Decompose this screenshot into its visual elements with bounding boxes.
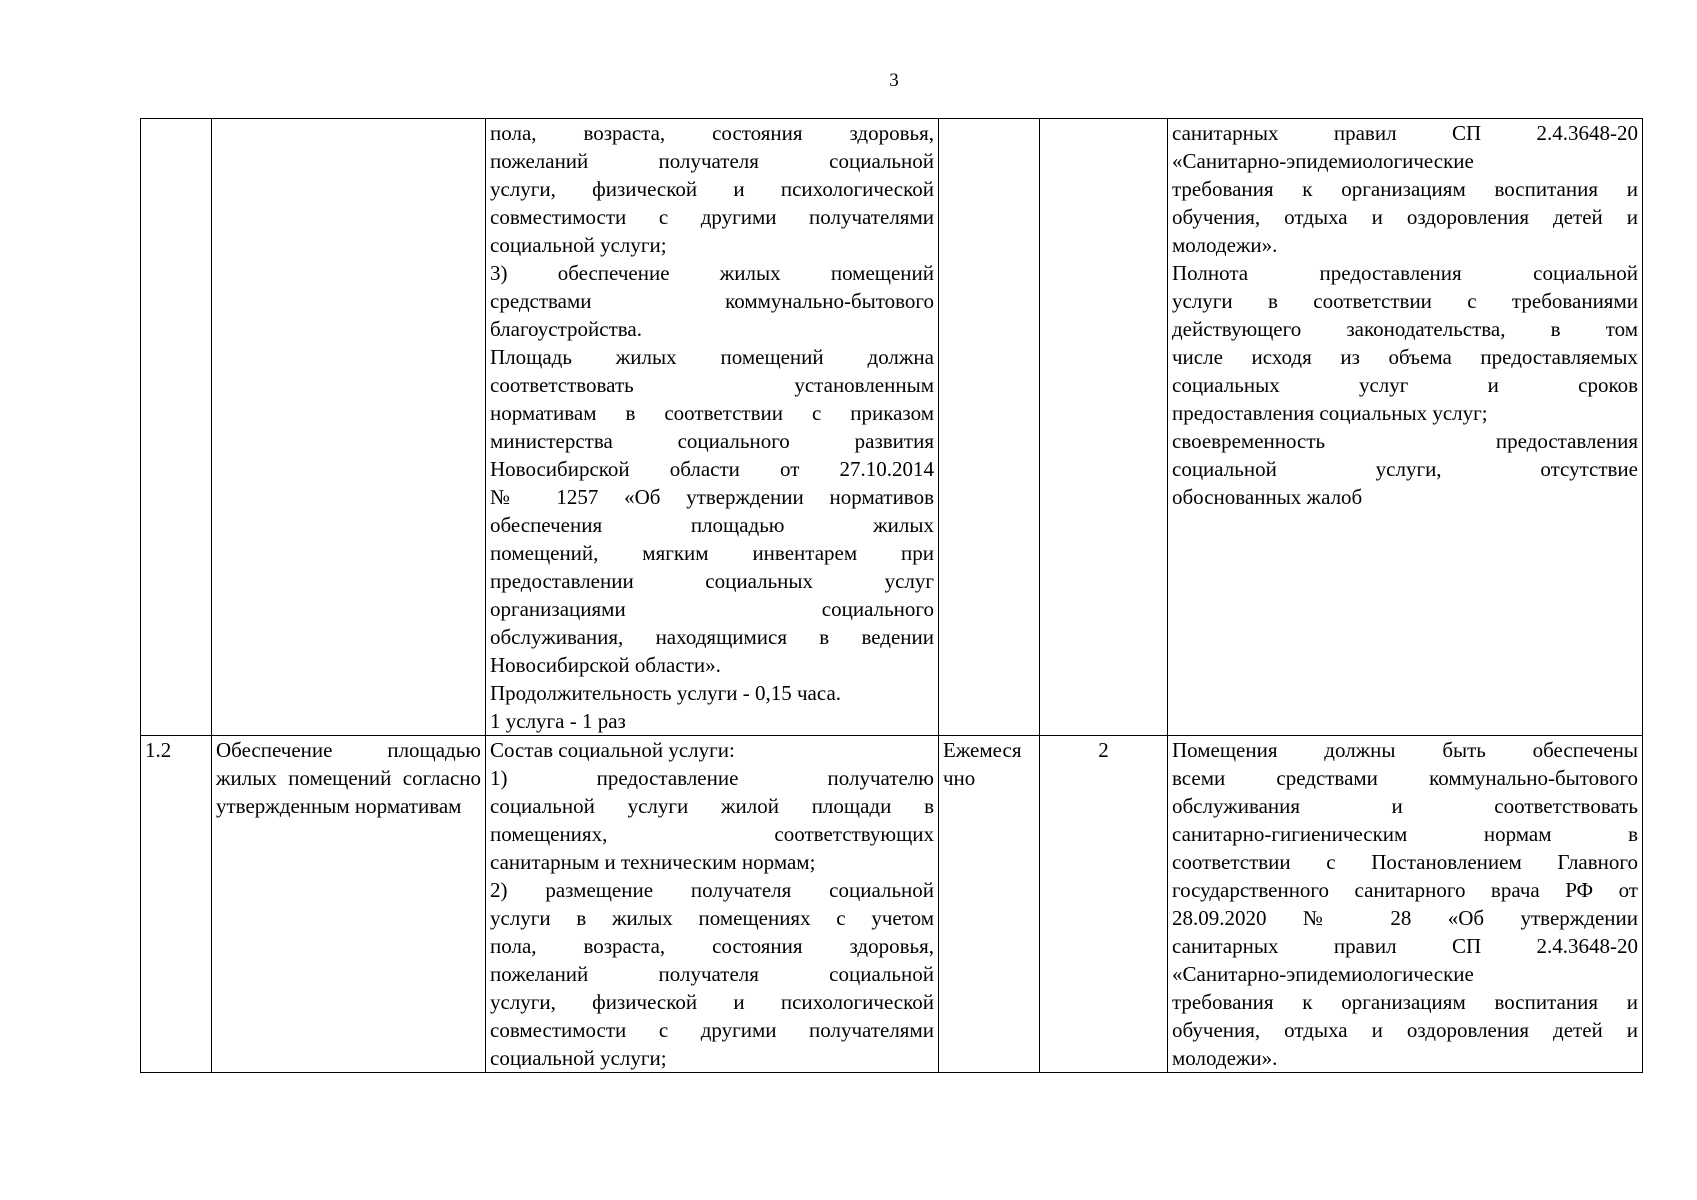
- text-line: услуги в жилых помещениях с учетом: [490, 906, 934, 930]
- text-line: пожеланий получателя социальной: [490, 149, 934, 173]
- text-line: Помещения должны быть обеспечены: [1172, 738, 1638, 762]
- text-line: обслуживания и соответствовать: [1172, 794, 1638, 818]
- text-line: действующего законодательства, в том: [1172, 317, 1638, 341]
- text-line: предоставлении социальных услуг: [490, 569, 934, 593]
- service-term-cell: [939, 119, 1040, 736]
- text-line: всеми средствами коммунально-бытового: [1172, 766, 1638, 790]
- row-number-cell: [141, 119, 212, 736]
- text-line: социальных услуг и сроков: [1172, 373, 1638, 397]
- service-volume-cell: 2: [1040, 736, 1168, 1073]
- text-line: услуги в соответствии с требованиями: [1172, 289, 1638, 313]
- text-line: молодежи».: [1172, 1046, 1278, 1070]
- quality-indicators-cell: [1168, 119, 1643, 736]
- text-line: пола, возраста, состояния здоровья,: [490, 121, 934, 145]
- text-line: Полнота предоставления социальной: [1172, 261, 1638, 285]
- text-line: санитарным и техническим нормам;: [490, 850, 816, 874]
- page-number: 3: [889, 70, 899, 91]
- text-line: социальной услуги жилой площади в: [490, 794, 934, 818]
- text-line: санитарных правил СП 2.4.3648-20: [1172, 934, 1638, 958]
- text-line: благоустройства.: [490, 317, 642, 341]
- text-line: соответствовать установленным: [490, 373, 934, 397]
- text-line: обслуживания, находящимися в ведении: [490, 625, 934, 649]
- text-line: совместимости с другими получателями: [490, 205, 934, 229]
- text-line: Новосибирской области».: [490, 653, 721, 677]
- text-line: Площадь жилых помещений должна: [490, 345, 934, 369]
- text-line: требования к организациям воспитания и: [1172, 990, 1638, 1014]
- text-line: 1) предоставление получателю: [490, 766, 934, 790]
- text-line: предоставления социальных услуг;: [1172, 401, 1488, 425]
- text-line: помещений, мягким инвентарем при: [490, 541, 934, 565]
- text-line: обоснованных жалоб: [1172, 485, 1363, 509]
- text-line: Новосибирской области от 27.10.2014: [490, 457, 934, 481]
- table-row: [141, 119, 1643, 736]
- text-line: «Санитарно-эпидемиологические: [1172, 149, 1474, 173]
- text-line: пола, возраста, состояния здоровья,: [490, 934, 934, 958]
- text-line: числе исходя из объема предоставляемых: [1172, 345, 1638, 369]
- text-line: Продолжительность услуги - 0,15 часа.: [490, 681, 842, 705]
- text-line: средствами коммунально-бытового: [490, 289, 934, 313]
- text-line: требования к организациям воспитания и: [1172, 177, 1638, 201]
- text-line: нормативам в соответствии с приказом: [490, 401, 934, 425]
- text-line: обеспечения площадью жилых: [490, 513, 934, 537]
- text-line: социальной услуги;: [490, 233, 667, 257]
- text-line: совместимости с другими получателями: [490, 1018, 934, 1042]
- text-line: услуги, физической и психологической: [490, 177, 934, 201]
- text-line: своевременность предоставления: [1172, 429, 1638, 453]
- text-line: 1 услуга - 1 раз: [490, 709, 626, 733]
- text-line: социальной услуги;: [490, 1046, 667, 1070]
- row-number-cell: 1.2: [141, 736, 212, 1073]
- services-table: [140, 118, 1643, 1073]
- text-line: № 1257 «Об утверждении нормативов: [490, 485, 934, 509]
- text-line: санитарно-гигиеническим нормам в: [1172, 822, 1638, 846]
- quality-indicators-cell: [1168, 736, 1643, 1073]
- text-line: организациями социального: [490, 597, 934, 621]
- text-line: 28.09.2020 № 28 «Об утверждении: [1172, 906, 1638, 930]
- service-volume-cell: [1040, 119, 1168, 736]
- text-line: обучения, отдыха и оздоровления детей и: [1172, 1018, 1638, 1042]
- service-description-cell: [486, 119, 939, 736]
- text-line: министерства социального развития: [490, 429, 934, 453]
- service-name-cell: Обеспечение площадью жилых помещений согласно утвержденным нормативам: [212, 736, 486, 1073]
- text-line: санитарных правил СП 2.4.3648-20: [1172, 121, 1638, 145]
- text-line: соответствии с Постановлением Главного: [1172, 850, 1638, 874]
- text-line: помещениях, соответствующих: [490, 822, 934, 846]
- text-line: 3) обеспечение жилых помещений: [490, 261, 934, 285]
- text-line: государственного санитарного врача РФ от: [1172, 878, 1638, 902]
- text-line: Состав социальной услуги:: [490, 738, 735, 762]
- service-term-cell: Ежемеся чно: [939, 736, 1040, 1073]
- text-line: пожеланий получателя социальной: [490, 962, 934, 986]
- text-line: «Санитарно-эпидемиологические: [1172, 962, 1474, 986]
- text-line: социальной услуги, отсутствие: [1172, 457, 1638, 481]
- text-line: услуги, физической и психологической: [490, 990, 934, 1014]
- service-name-cell: [212, 119, 486, 736]
- text-line: 2) размещение получателя социальной: [490, 878, 934, 902]
- text-line: молодежи».: [1172, 233, 1278, 257]
- text-line: обучения, отдыха и оздоровления детей и: [1172, 205, 1638, 229]
- table-row: [141, 736, 1643, 1073]
- service-description-cell: [486, 736, 939, 1073]
